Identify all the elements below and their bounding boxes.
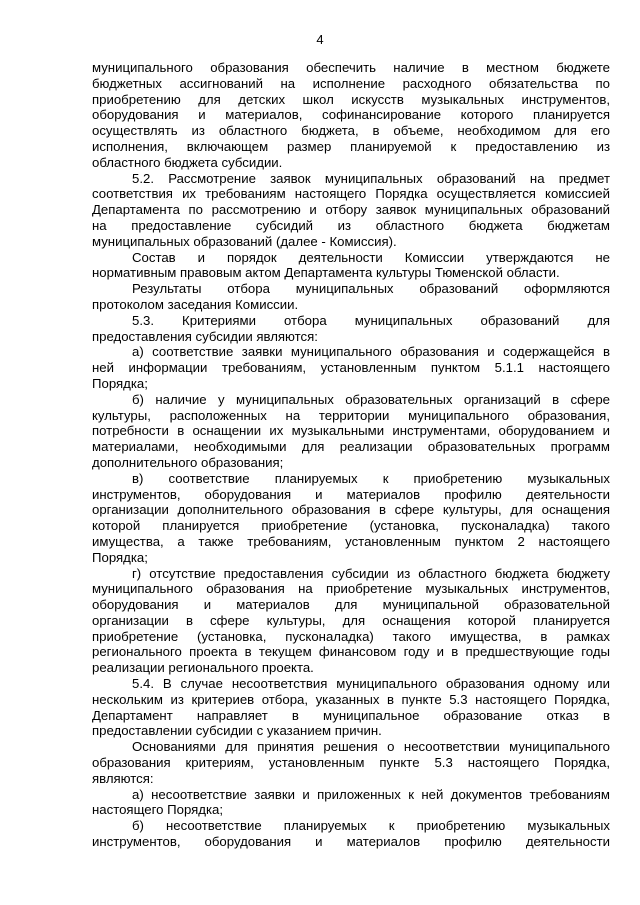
paragraph-line: 5.2. Рассмотрение заявок муниципальных образований на предмет [132,170,610,186]
paragraph [92,471,610,566]
paragraph-line: Порядка; [92,549,148,565]
paragraph-line: оборудования и материалов, софинансирование которого планируется [92,107,610,123]
paragraph-line: оборудования и материалов для муниципальной образовательной [92,597,610,613]
paragraph-line: приобретение (установка, пусконаладка) такого имущества, в рамках [92,628,610,644]
paragraph-line: являются: [92,770,154,786]
paragraph-line: соответствия их требованиям настоящего Порядка осуществляется комиссией [92,186,610,202]
paragraph [92,60,610,171]
paragraph-line: ней информации требованиям, установленным пунктом 5.1.1 настоящего [92,360,610,376]
paragraph-line: предоставлении субсидии с указанием причин. [92,723,382,739]
paragraph [92,566,610,677]
paragraph [92,250,610,282]
paragraph-line: б) несоответствие планируемых к приобретению музыкальных [132,818,610,834]
paragraph-line: Департамент направляет в муниципальное образование отказ в [92,707,610,723]
paragraph-line: осуществлять из областного бюджета, в объеме, необходимом для его [92,123,610,139]
paragraph-line: организации дополнительного образования в сфере культуры, для оснащения [92,502,610,518]
paragraph-line: Порядка; [92,375,148,391]
paragraph [92,676,610,739]
paragraph-line: б) наличие у муниципальных образовательных организаций в сфере [132,391,610,407]
paragraph-line: Департамента по рассмотрению и отбору заявок муниципальных образований [92,202,610,218]
paragraph-line: предоставления субсидии являются: [92,328,318,344]
paragraph-line: реализации регионального проекта. [92,660,314,676]
paragraph-line: Основаниями для принятия решения о несоответствии муниципального [132,739,610,755]
document-body [92,60,610,850]
paragraph-line: инструментов, оборудования и материалов профилю деятельности [92,834,610,850]
paragraph [92,392,610,471]
paragraph-line: на предоставление субсидий из областного бюджета бюджетам [92,217,610,233]
paragraph-line: бюджетных ассигнований на исполнение расходного обязательства по [92,75,610,91]
page-number: 4 [316,32,324,47]
paragraph-line: 5.4. В случае несоответствия муниципального образования одному или [132,676,610,692]
paragraph-line: муниципальных образований (далее - Комиссия). [92,233,397,249]
paragraph-line: протоколом заседания Комиссии. [92,296,299,312]
paragraph-line: приобретению для детских школ искусств музыкальных инструментов, [92,91,610,107]
paragraph [92,739,610,786]
paragraph-line: Состав и порядок деятельности Комиссии утверждаются не [132,249,610,265]
paragraph [92,281,610,313]
paragraph-line: а) несоответствие заявки и приложенных к ней документов требованиям [132,786,610,802]
paragraph-line: муниципального образования на приобретение музыкальных инструментов, [92,581,610,597]
paragraph-line: материалами, необходимыми для реализации образовательных программ [92,439,610,455]
paragraph-line: дополнительного образования; [92,454,284,470]
paragraph-line: организации в сфере культуры, для оснащения которой планируется [92,612,610,628]
paragraph-line: а) соответствие заявки муниципального образования и содержащейся в [132,344,610,360]
paragraph-line: настоящего Порядка; [92,802,224,818]
paragraph-line: потребности в оснащении их музыкальными инструментами, оборудованием и [92,423,610,439]
paragraph-line: нескольким из критериев отбора, указанных в пункте 5.3 настоящего Порядка, [92,691,610,707]
paragraph-line: инструментов, оборудования и материалов профилю деятельности [92,486,610,502]
paragraph-line: нормативным правовым актом Департамента культуры Тюменской области. [92,265,560,281]
paragraph [92,818,610,850]
paragraph-line: г) отсутствие предоставления субсидии из областного бюджета бюджету [132,565,610,581]
paragraph-line: областного бюджета субсидии. [92,154,283,170]
paragraph-line: в) соответствие планируемых к приобретению музыкальных [132,470,610,486]
paragraph-line: Результаты отбора муниципальных образований оформляются [132,281,610,297]
paragraph [92,344,610,391]
paragraph-line: культуры, расположенных на территории муниципального образования, [92,407,610,423]
paragraph-line: образования критериям, установленным пункте 5.3 настоящего Порядка, [92,755,610,771]
paragraph-line: 5.3. Критериями отбора муниципальных образований для [132,312,610,328]
paragraph-line: имущества, а также требованиям, установленным пунктом 2 настоящего [92,533,610,549]
paragraph [92,171,610,250]
paragraph-line: муниципального образования обеспечить наличие в местном бюджете [92,60,610,75]
paragraph [92,313,610,345]
paragraph-line: исполнения, включающем размер планируемой к предоставлению из [92,138,610,154]
paragraph-line: которой планируется приобретение (установка, пусконаладка) такого [92,518,610,534]
paragraph [92,787,610,819]
paragraph-line: регионального проекта в текущем финансовом году и в предшествующие годы [92,644,610,660]
